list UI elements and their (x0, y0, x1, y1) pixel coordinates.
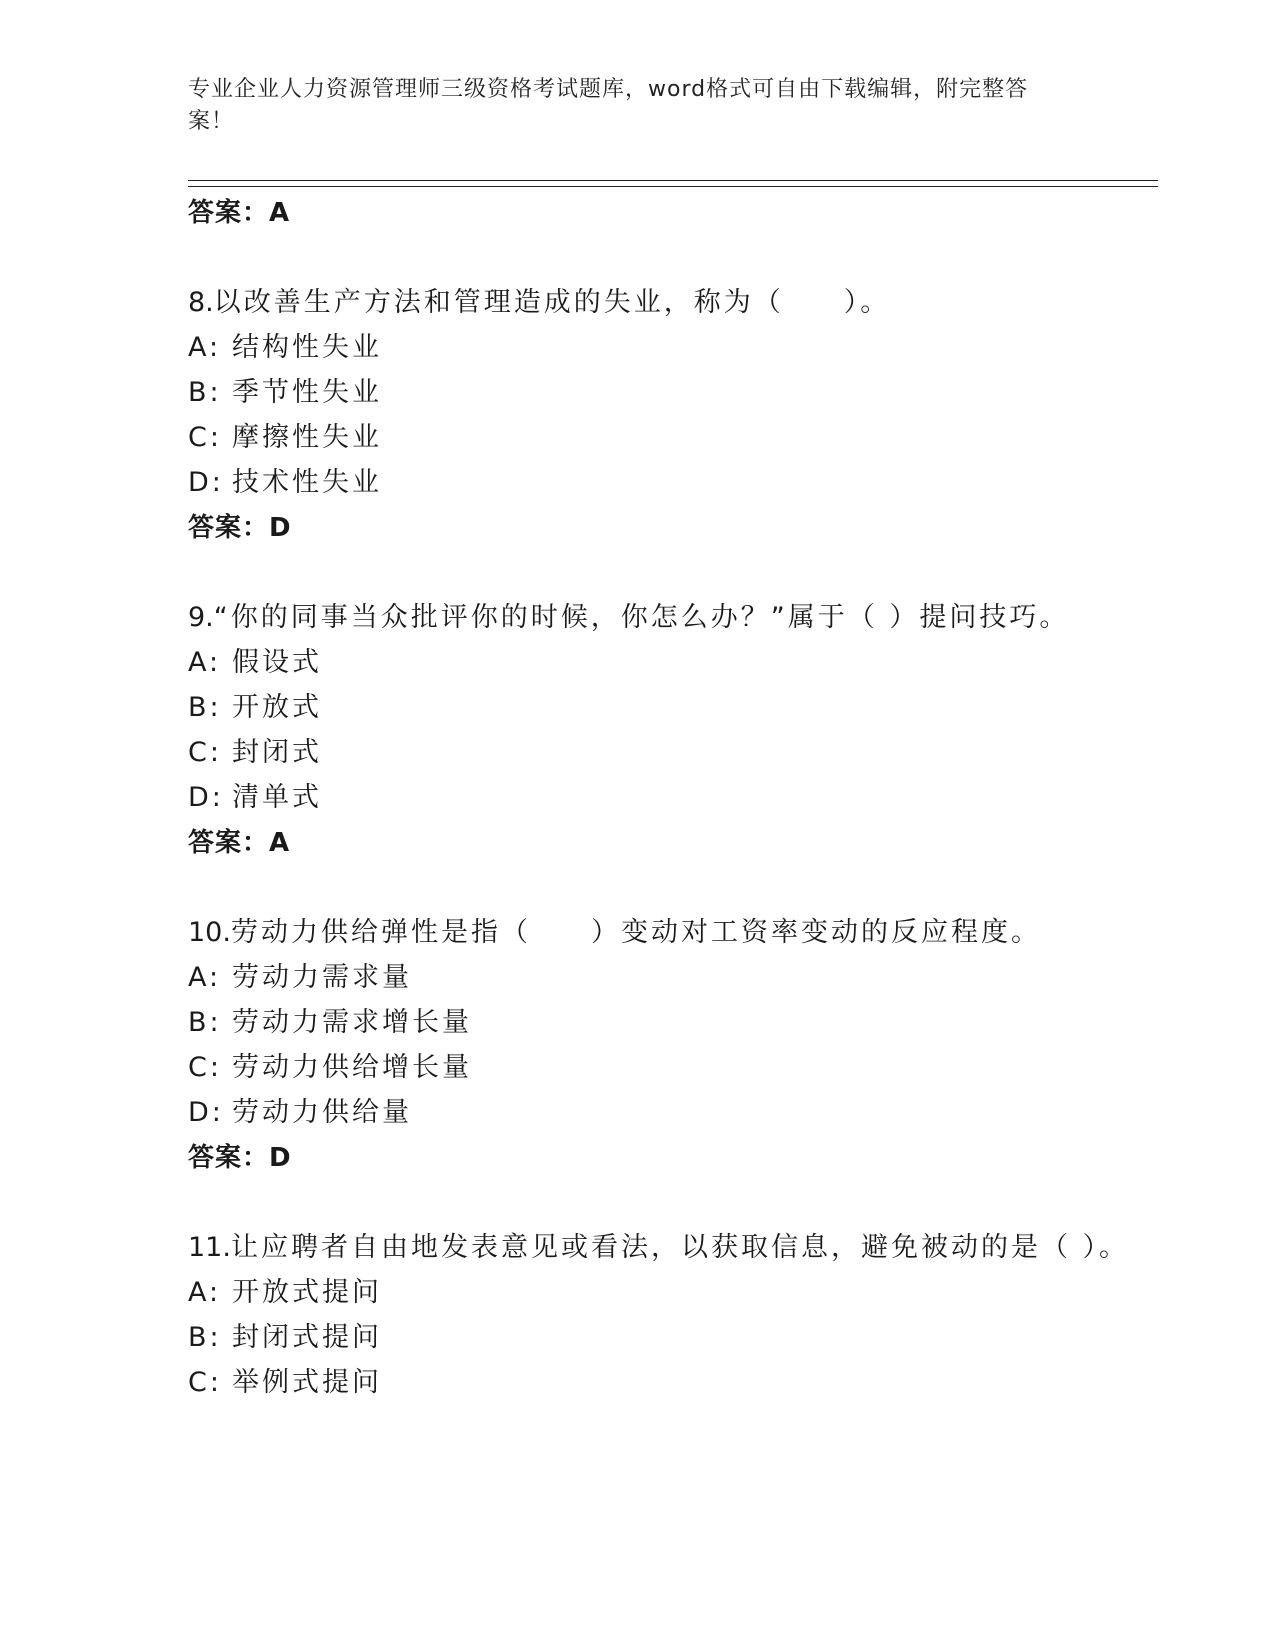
option-text: 封闭式提问 (232, 1322, 382, 1353)
option-text: 结构性失业 (232, 332, 382, 363)
option-d (188, 775, 1148, 820)
option-key: A: (188, 332, 222, 363)
option-key: C: (188, 1052, 222, 1083)
option-c (188, 415, 1148, 460)
option-text: 开放式提问 (232, 1277, 382, 1308)
question-answer: 答案：D (188, 513, 292, 543)
option-d (188, 1090, 1148, 1135)
option-key: B: (188, 1322, 222, 1353)
question-stem (188, 280, 1148, 325)
option-key: C: (188, 422, 222, 453)
option-a (188, 640, 1148, 685)
option-key: A: (188, 647, 222, 678)
question-stem (188, 910, 1148, 955)
option-b (188, 685, 1148, 730)
question-number: 8. (188, 287, 214, 318)
option-b (188, 370, 1148, 415)
option-key: D: (188, 1097, 224, 1128)
option-key: C: (188, 737, 222, 768)
option-text: 劳动力需求量 (232, 962, 412, 993)
option-text: 季节性失业 (232, 377, 382, 408)
option-c (188, 1045, 1148, 1090)
option-text: 劳动力需求增长量 (232, 1007, 472, 1038)
option-text: 劳动力供给量 (232, 1097, 412, 1128)
option-a (188, 1270, 1148, 1315)
question-item (188, 1225, 1148, 1405)
question-text: 以改善生产方法和管理造成的失业，称为（ ）。 (213, 287, 891, 318)
option-key: B: (188, 1007, 222, 1038)
option-text: 摩擦性失业 (232, 422, 382, 453)
option-c (188, 730, 1148, 775)
question-stem (188, 1225, 1148, 1270)
option-key: B: (188, 692, 222, 723)
question-stem (188, 595, 1148, 640)
question-number: 9. (188, 602, 214, 633)
option-text: 假设式 (232, 647, 322, 678)
question-item (188, 595, 1148, 866)
option-text: 技术性失业 (232, 467, 382, 498)
question-number: 11. (188, 1232, 231, 1263)
question-item (188, 280, 1148, 551)
option-text: 举例式提问 (232, 1367, 382, 1398)
previous-answer: 答案：A (188, 198, 291, 228)
option-c (188, 1360, 1148, 1405)
question-answer: 答案：A (188, 828, 291, 858)
option-text: 清单式 (232, 782, 322, 813)
option-b (188, 1000, 1148, 1045)
document-header: 专业企业人力资源管理师三级资格考试题库，word格式可自由下载编辑，附完整答案！ (188, 77, 1029, 134)
question-answer: 答案：D (188, 1143, 292, 1173)
option-key: A: (188, 962, 222, 993)
option-key: A: (188, 1277, 222, 1308)
question-list (188, 190, 1148, 1405)
option-d (188, 460, 1148, 505)
question-item (188, 910, 1148, 1181)
option-b (188, 1315, 1148, 1360)
header-divider (188, 180, 1158, 187)
option-a (188, 955, 1148, 1000)
option-text: 封闭式 (232, 737, 322, 768)
option-a (188, 325, 1148, 370)
option-key: D: (188, 467, 224, 498)
question-number: 10. (188, 917, 231, 948)
question-text: 劳动力供给弹性是指（ ）变动对工资率变动的反应程度。 (230, 917, 1041, 948)
option-text: 劳动力供给增长量 (232, 1052, 472, 1083)
option-key: D: (188, 782, 224, 813)
question-text: 让应聘者自由地发表意见或看法，以获取信息，避免被动的是（ ）。 (230, 1232, 1130, 1263)
option-key: B: (188, 377, 222, 408)
option-text: 开放式 (232, 692, 322, 723)
question-text: “你的同事当众批评你的时候，你怎么办？”属于（ ）提问技巧。 (213, 602, 1070, 633)
option-key: C: (188, 1367, 222, 1398)
